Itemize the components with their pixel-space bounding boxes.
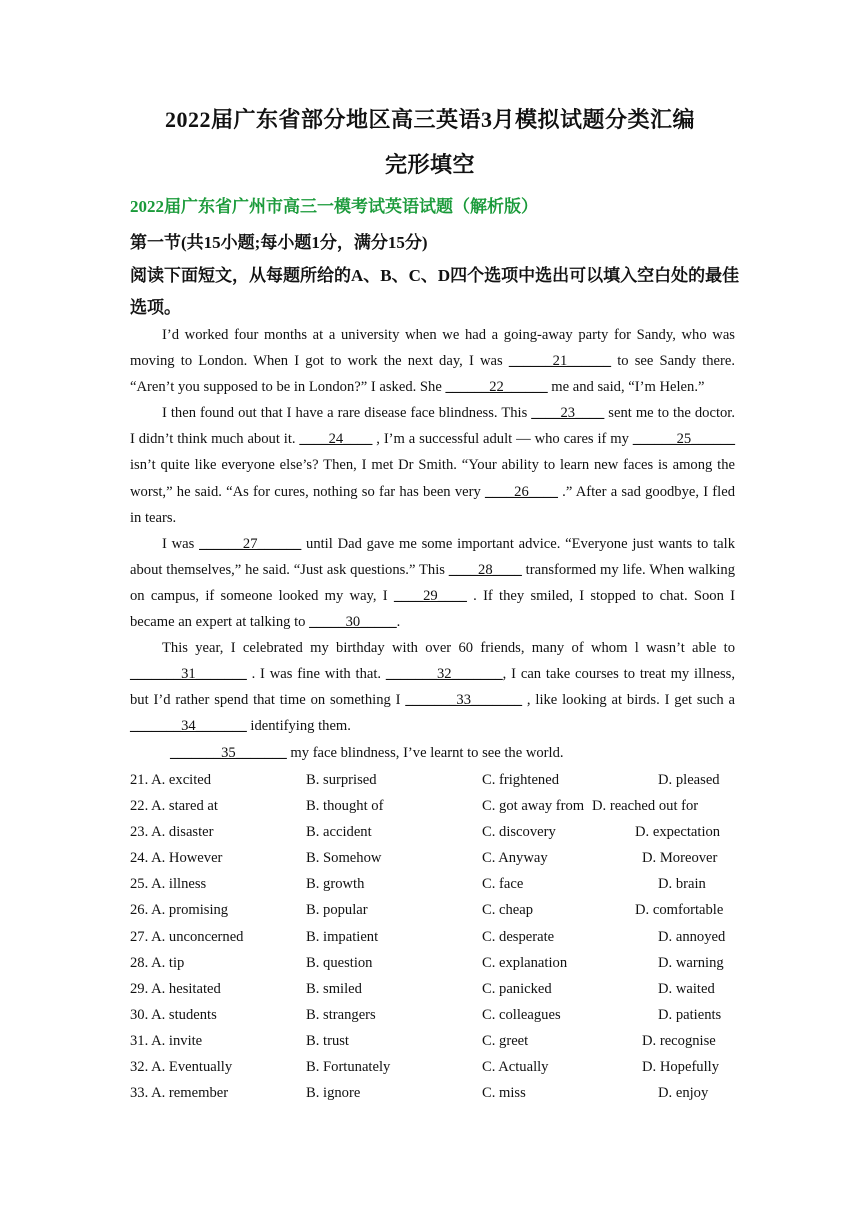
blank-34: _______34_______ <box>130 718 247 735</box>
blank-25: ______25______ <box>632 431 735 448</box>
option-row-32: 32. A. Eventually B. Fortunately C. Actually D. Hopefully <box>130 1059 720 1076</box>
option-row-33: 33. A. remember B. ignore C. miss D. enjoy <box>130 1085 709 1102</box>
option-row-30: 30. A. students B. strangers C. colleagues D. patients <box>130 1006 722 1023</box>
option-row-25: 25. A. illness B. growth C. face D. brain <box>130 876 706 893</box>
option-row-26: 26. A. promising B. popular C. cheap D. comfortable <box>130 902 724 919</box>
document-title: 2022届广东省部分地区高三英语3月模拟试题分类汇编 <box>164 107 695 132</box>
paragraph-3: I was ______27______ until Dad gave me some important advice. “Everyone just wants to talk about themselves,” he said. “Just ask questions.” This ____28____ transformed my life. When walking on campus, if someone looked my way, I ____29____ . If they smiled, I stopped to chat. Soon I became an expert at talking to _____30_____. <box>130 535 735 631</box>
answer-options <box>130 767 750 1106</box>
blank-32: _______32_______ <box>385 666 503 683</box>
blank-30: _____30_____ <box>309 614 397 631</box>
blank-35: _______35_______ <box>170 744 287 761</box>
option-row-23: 23. A. disaster B. accident C. discovery D. expectation <box>130 824 721 841</box>
paragraph-2: I then found out that I have a rare disease face blindness. This ____23____ sent me to the doctor. I didn’t think much about it. ____24____ , I’m a successful adult — who cares if my ______25______ isn’t quite like everyone else’s? Then, I met Dr Smith. “Your ability to learn new faces is among the worst,” he said. “As for cures, nothing so far has been very ____26____ .” After a sad goodbye, I fled in tears. <box>130 405 736 526</box>
blank-27: ______27______ <box>199 535 302 552</box>
option-row-22: 22. A. stared at B. thought of C. got away from D. reached out for <box>130 798 699 815</box>
blank-33: _______33_______ <box>405 692 523 709</box>
instructions: 阅读下面短文，从每题所给的A、B、C、D四个选项中选出可以填入空白处的最佳选项。 <box>130 266 740 317</box>
option-row-24: 24. A. However B. Somehow C. Anyway D. Moreover <box>130 850 718 867</box>
blank-26: ____26____ <box>484 483 558 500</box>
passage <box>130 322 735 766</box>
blank-21: ______21______ <box>508 353 612 370</box>
blank-22: ______22______ <box>445 379 548 396</box>
option-row-29: 29. A. hesitated B. smiled C. panicked D. waited <box>130 980 715 997</box>
blank-24: ____24____ <box>299 431 373 448</box>
option-row-31: 31. A. invite B. trust C. greet D. recognise <box>130 1032 716 1049</box>
blank-31: _______31_______ <box>130 666 247 683</box>
source-heading: 2022届广东省广州市高三一模考试英语试题（解析版） <box>130 197 538 216</box>
paragraph-5: _______35_______ my face blindness, I’ve learnt to see the world. <box>170 744 564 761</box>
blank-28: ____28____ <box>448 561 522 578</box>
option-row-28: 28. A. tip B. question C. explanation D. warning <box>130 954 724 971</box>
paragraph-1: I’d worked four months at a university when we had a going-away party for Sandy, who was moving to London. When I got to work the next day, I was ______21______ to see Sandy there. “Aren’t you supposed to be in London?” I asked. She ______22______ me and said, “I’m Helen.” <box>130 327 735 396</box>
paragraph-4: This year, I celebrated my birthday with over 60 friends, many of whom l wasn’t able to _______31_______ . I was fine with that. _______32_______, I can take courses to treat my illness, but I’d rather spend that time on something I _______33_______ , like looking at birds. I get such a _______34_______ identifying them. <box>130 640 735 735</box>
section-heading: 第一节(共15小题;每小题1分，满分15分) <box>130 233 428 252</box>
blank-23: ____23____ <box>531 405 605 422</box>
blank-29: ____29____ <box>393 587 467 604</box>
option-row-21: 21. A. excited B. surprised C. frightened D. pleased <box>130 772 720 788</box>
option-row-27: 27. A. unconcerned B. impatient C. desperate D. annoyed <box>130 928 726 945</box>
document-subtitle: 完形填空 <box>384 152 475 177</box>
